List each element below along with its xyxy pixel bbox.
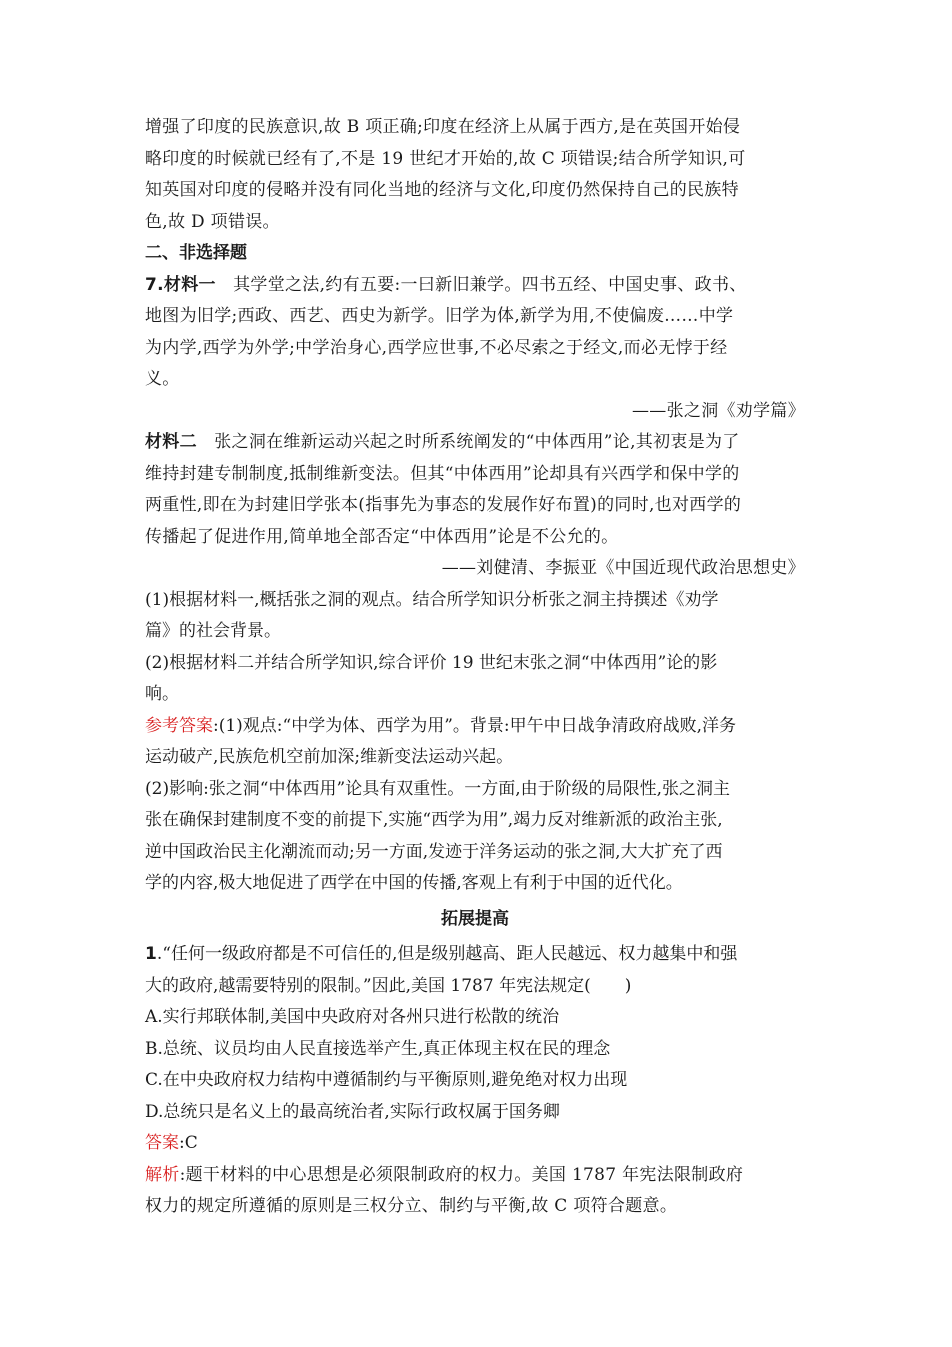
text-line: 大的政府,越需要特别的限制。”因此,美国 1787 年宪法规定( ) [145,975,632,996]
material-source: ——张之洞《劝学篇》 [632,400,805,421]
text-line: 维持封建专制制度,抵制维新变法。但其“中体西用”论却具有兴西学和保中学的 [145,463,740,484]
text-line: 增强了印度的民族意识,故 B 项正确;印度在经济上从属于西方,是在英国开始侵 [145,117,741,137]
text-line: 义。 [145,369,180,389]
text-line: 为内学,西学为外学;中学治身心,西学应世事,不必尽索之于经文,而必无悖于经 [145,337,728,358]
question-7 [145,270,805,900]
question-1 [145,939,805,1223]
answer-first-line [145,711,805,743]
text-line: 知英国对印度的侵略并没有同化当地的经济与文化,印度仍然保持自己的民族特 [145,180,739,200]
text-line: 地图为旧学;西政、西艺、西史为新学。旧学为体,新学为用,不使偏废……中学 [145,306,734,326]
text-line: 色,故 D 项错误。 [145,211,280,232]
sub-question: (1)根据材料一,概括张之洞的观点。结合所学知识分析张之洞主持撰述《劝学 [145,589,719,610]
question-number: 1 [145,944,157,964]
explanation-label: 解析 [145,1164,180,1185]
text-line: 权力的规定所遵循的原则是三权分立、制约与平衡,故 C 项符合题意。 [145,1196,678,1216]
text-line: 学的内容,极大地促进了西学在中国的传播,客观上有利于中国的近代化。 [145,873,683,893]
sub-question: 篇》的社会背景。 [145,621,281,641]
sub-question: 响。 [145,684,179,704]
section-title: 拓展提高 [441,908,509,929]
sub-question: (2)根据材料二并结合所学知识,综合评价 19 世纪末张之洞“中体西用”论的影 [145,652,718,673]
text-line: 逆中国政治民主化潮流而动;另一方面,发迹于洋务运动的张之洞,大大扩充了西 [145,841,723,862]
material-1-first-line [145,270,805,302]
option-b: B.总统、议员均由人民直接选举产生,真正体现主权在民的理念 [145,1038,611,1059]
answer-value: :C [179,1133,198,1153]
option-c: C.在中央政府权力结构中遵循制约与平衡原则,避免绝对权力出现 [145,1070,628,1090]
question-stem-first-line [145,939,805,971]
option-a: A.实行邦联体制,美国中央政府对各州只进行松散的统治 [145,1007,560,1027]
text-line: 张在确保封建制度不变的前提下,实施“西学为用”,竭力反对维新派的政治主张, [145,810,723,830]
text-line: .“任何一级政府都是不可信任的,但是级别越高、距人民越远、权力越集中和强 [156,944,738,964]
material-label: 材料二 [145,432,197,452]
explanation-first-line [145,1160,805,1192]
previous-explanation [145,112,805,238]
text-line: 其学堂之法,约有五要:一曰新旧兼学。四书五经、中国史事、政书、 [233,274,747,295]
text-line: 传播起了促进作用,简单地全部否定“中体西用”论是不公允的。 [145,526,619,547]
text-line: 略印度的时候就已经有了,不是 19 世纪才开始的,故 C 项错误;结合所学知识,可 [145,148,746,169]
document-page [145,112,805,1223]
text-line: :题干材料的中心思想是必须限制政府的权力。美国 1787 年宪法限制政府 [179,1164,744,1185]
text-line: :(1)观点:“中学为体、西学为用”。背景:甲午中日战争清政府战败,洋务 [213,715,737,736]
question-number: 7. [145,274,164,295]
answer-label: 参考答案 [145,715,213,736]
answer-label: 答案 [145,1133,179,1153]
answer-line [145,1128,805,1160]
material-2-first-line [145,427,805,459]
text-line: 运动破产,民族危机空前加深;维新变法运动兴起。 [145,747,514,767]
text-line: 两重性,即在为封建旧学张本(指事先为事态的发展作好布置)的同时,也对西学的 [145,495,742,515]
material-source: ——刘健清、李振亚《中国近现代政治思想史》 [441,558,805,578]
section-heading: 二、非选择题 [145,243,247,263]
material-label: 材料一 [163,274,216,295]
text-line: 张之洞在维新运动兴起之时所系统阐发的“中体西用”论,其初衷是为了 [214,432,740,452]
text-line: (2)影响:张之洞“中体西用”论具有双重性。一方面,由于阶级的局限性,张之洞主 [145,778,730,799]
option-d: D.总统只是名义上的最高统治者,实际行政权属于国务卿 [145,1101,560,1122]
